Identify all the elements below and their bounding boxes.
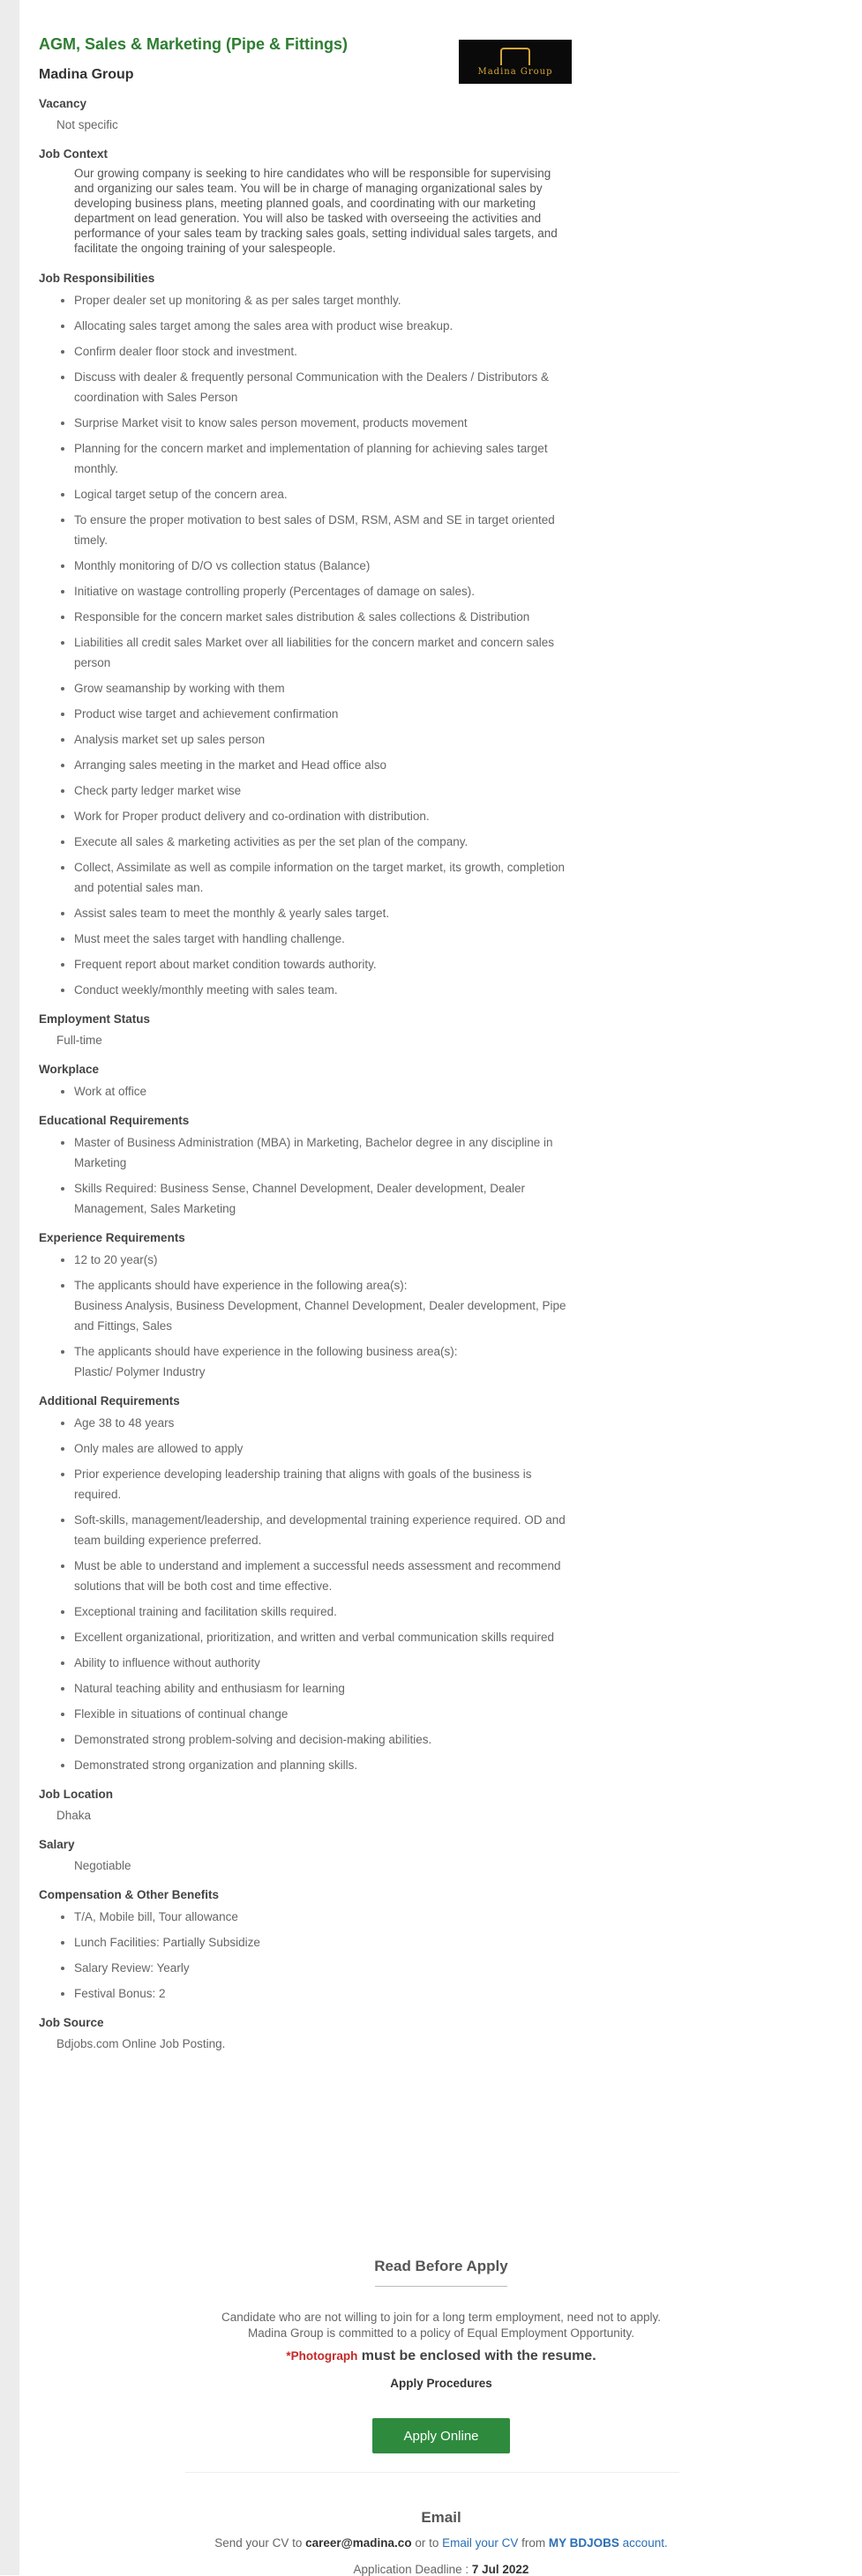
education-heading: Educational Requirements <box>39 1114 190 1127</box>
account-link[interactable]: account. <box>618 2536 668 2550</box>
list-item: • Soft-skills, management/leadership, and developmental training experience required. OD and team building experience preferred. <box>74 1510 568 1550</box>
salary-heading: Salary <box>39 1838 75 1851</box>
left-gutter <box>0 0 19 2575</box>
location-heading: Job Location <box>39 1788 113 1801</box>
email-address[interactable]: career@madina.co <box>305 2536 412 2550</box>
additional-section <box>39 1394 568 1775</box>
list-item: • Demonstrated strong organization and planning skills. <box>74 1755 568 1775</box>
list-item: • Analysis market set up sales person <box>74 729 568 750</box>
list-item: • Arranging sales meeting in the market and Head office also <box>74 755 568 775</box>
job-context-text: Our growing company is seeking to hire candidates who will be responsible for supervising and organizing our sales team. You will be in charge of managing organizational sales by developing business plans, meeting planned goals, and coordinating with our marketing department on lead generation. You will also be tasked with overseeing the activities and performance of your sales team by tracking sales goals, setting individual sales targets, and facilitate the ongoing training of your salespeople. <box>74 167 558 255</box>
vacancy-section <box>39 97 568 135</box>
workplace-heading: Workplace <box>39 1063 100 1076</box>
list-item: • Work for Proper product delivery and co-ordination with distribution. <box>74 806 568 826</box>
list-item: • Check party ledger market wise <box>74 780 568 801</box>
list-item: • Age 38 to 48 years <box>74 1413 568 1433</box>
education-section <box>39 1114 568 1219</box>
location-value: Dhaka <box>56 1809 92 1822</box>
salary-value: Negotiable <box>74 1859 131 1872</box>
list-item: • Ability to influence without authority <box>74 1653 568 1673</box>
photograph-required: *Photograph <box>286 2349 358 2363</box>
responsibilities-section <box>39 272 568 1000</box>
employment-status-value: Full-time <box>56 1034 102 1047</box>
list-item: • Prior experience developing leadership training that aligns with goals of the business is required. <box>74 1464 568 1505</box>
list-item: • Liabilities all credit sales Market over all liabilities for the concern market and concern sales person <box>74 632 568 673</box>
list-item: • Work at office <box>74 1081 568 1101</box>
list-item: • Demonstrated strong problem-solving and decision-making abilities. <box>74 1729 568 1750</box>
experience-area-value: Business Analysis, Business Development, Channel Development, Dealer development, Pipe and Fittings, Sales <box>74 1299 566 1333</box>
job-context-heading: Job Context <box>39 147 109 161</box>
list-item: • Master of Business Administration (MBA) in Marketing, Bachelor degree in any discipline in Marketing <box>74 1132 568 1173</box>
list-item: • Discuss with dealer & frequently personal Communication with the Dealers / Distributors & coordination with Sales Person <box>74 367 568 407</box>
company-logo <box>459 40 572 84</box>
deadline-label: Application Deadline : <box>353 2563 472 2576</box>
responsibilities-heading: Job Responsibilities <box>39 272 155 285</box>
read-before-apply-title: Read Before Apply <box>374 2258 508 2274</box>
list-item: • Execute all sales & marketing activities as per the set plan of the company. <box>74 832 568 852</box>
benefits-section <box>39 1888 568 2004</box>
list-item: • Skills Required: Business Sense, Channel Development, Dealer development, Dealer Management, Sales Marketing <box>74 1178 568 1219</box>
vacancy-value: Not specific <box>56 118 118 131</box>
list-item: • Lunch Facilities: Partially Subsidize <box>74 1932 568 1953</box>
title-underline <box>375 2286 507 2287</box>
list-item: • Salary Review: Yearly <box>74 1958 568 1978</box>
list-item: • Must be able to understand and implement a successful needs assessment and recommend solutions that will be both cost and time effective. <box>74 1556 568 1596</box>
source-value: Bdjobs.com Online Job Posting. <box>56 2037 226 2050</box>
read-before-apply <box>141 2258 741 2287</box>
job-details <box>39 97 568 2066</box>
salary-section <box>39 1838 568 1876</box>
list-item: • Assist sales team to meet the monthly & yearly sales target. <box>74 903 568 923</box>
list-item: • Flexible in situations of continual change <box>74 1704 568 1724</box>
workplace-section <box>39 1063 568 1101</box>
list-item: • Surprise Market visit to know sales person movement, products movement <box>74 413 568 433</box>
list-item: • Proper dealer set up monitoring & as per sales target monthly. <box>74 290 568 310</box>
experience-area-label: The applicants should have experience in the following area(s): <box>74 1279 408 1292</box>
email-cv-link[interactable]: Email your CV <box>442 2536 519 2550</box>
list-item: • Collect, Assimilate as well as compile information on the target market, its growth, completion and potential sales man. <box>74 857 568 898</box>
workplace-list <box>39 1081 568 1101</box>
employment-status-heading: Employment Status <box>39 1012 151 1026</box>
email-section <box>141 2509 741 2527</box>
list-item: • T/A, Mobile bill, Tour allowance <box>74 1907 568 1927</box>
list-item: • Responsible for the concern market sales distribution & sales collections & Distribution <box>74 607 568 627</box>
list-item: • Initiative on wastage controlling properly (Percentages of damage on sales). <box>74 581 568 601</box>
experience-list <box>39 1250 568 1382</box>
apply-procedures <box>141 2377 741 2390</box>
apply-online-button[interactable]: Apply Online <box>372 2418 510 2453</box>
list-item: • Frequent report about market condition towards authority. <box>74 954 568 974</box>
job-context-section <box>39 147 568 256</box>
list-item: • Only males are allowed to apply <box>74 1438 568 1459</box>
deadline-value: 7 Jul 2022 <box>471 2563 529 2576</box>
additional-heading: Additional Requirements <box>39 1394 180 1407</box>
experience-business-label: The applicants should have experience in the following business area(s): <box>74 1345 458 1358</box>
apply-notes <box>141 2310 741 2341</box>
location-section <box>39 1788 568 1826</box>
deadline <box>141 2563 741 2576</box>
benefits-heading: Compensation & Other Benefits <box>39 1888 220 1901</box>
my-bdjobs-link[interactable]: MY BDJOBS <box>548 2536 619 2550</box>
photograph-rest: must be enclosed with the resume. <box>357 2348 596 2363</box>
experience-section <box>39 1231 568 1382</box>
list-item: • Excellent organizational, prioritization, and written and verbal communication skills required <box>74 1627 568 1647</box>
list-item: • Logical target setup of the concern area. <box>74 484 568 504</box>
email-heading: Email <box>421 2509 461 2526</box>
list-item: • Exceptional training and facilitation skills required. <box>74 1602 568 1622</box>
list-item: • Grow seamanship by working with them <box>74 678 568 698</box>
logo-text: Madina Group <box>477 66 553 77</box>
or-to-text: or to <box>411 2536 443 2550</box>
job-title: AGM, Sales & Marketing (Pipe & Fittings) <box>39 35 349 53</box>
list-item <box>74 1341 568 1382</box>
equal-opportunity-note: Madina Group is committed to a policy of Equal Employment Opportunity. <box>248 2326 634 2340</box>
experience-business-value: Plastic/ Polymer Industry <box>74 1365 206 1378</box>
from-text: from <box>518 2536 549 2550</box>
source-section <box>39 2016 568 2054</box>
email-instructions <box>141 2536 741 2550</box>
list-item: • Allocating sales target among the sales area with product wise breakup. <box>74 316 568 336</box>
benefits-list <box>39 1907 568 2004</box>
apply-procedures-title: Apply Procedures <box>390 2377 492 2390</box>
source-heading: Job Source <box>39 2016 104 2029</box>
employment-status-section <box>39 1012 568 1050</box>
photograph-note <box>141 2348 741 2364</box>
send-cv-text: Send your CV to <box>214 2536 306 2550</box>
vacancy-heading: Vacancy <box>39 97 87 110</box>
section-divider <box>185 2472 679 2473</box>
list-item <box>74 1275 568 1336</box>
list-item: • Must meet the sales target with handling challenge. <box>74 929 568 949</box>
company-name: Madina Group <box>39 67 134 82</box>
experience-years: 12 to 20 year(s) <box>74 1253 158 1266</box>
mosque-icon <box>500 48 530 65</box>
apply-button-zone <box>141 2418 741 2453</box>
list-item: • Conduct weekly/monthly meeting with sales team. <box>74 980 568 1000</box>
additional-list <box>39 1413 568 1775</box>
long-term-note: Candidate who are not willing to join for a long term employment, need not to apply. <box>221 2311 662 2324</box>
list-item: • Confirm dealer floor stock and investment. <box>74 341 568 362</box>
list-item: • Festival Bonus: 2 <box>74 1983 568 2004</box>
list-item: • Monthly monitoring of D/O vs collection status (Balance) <box>74 556 568 576</box>
experience-heading: Experience Requirements <box>39 1231 185 1244</box>
education-list <box>39 1132 568 1219</box>
list-item: • Natural teaching ability and enthusiasm for learning <box>74 1678 568 1699</box>
responsibilities-list <box>39 290 568 1000</box>
list-item: • Planning for the concern market and implementation of planning for achieving sales target monthly. <box>74 438 568 479</box>
list-item: • Product wise target and achievement confirmation <box>74 704 568 724</box>
list-item: • To ensure the proper motivation to best sales of DSM, RSM, ASM and SE in target oriented timely. <box>74 510 568 550</box>
list-item <box>74 1250 568 1270</box>
